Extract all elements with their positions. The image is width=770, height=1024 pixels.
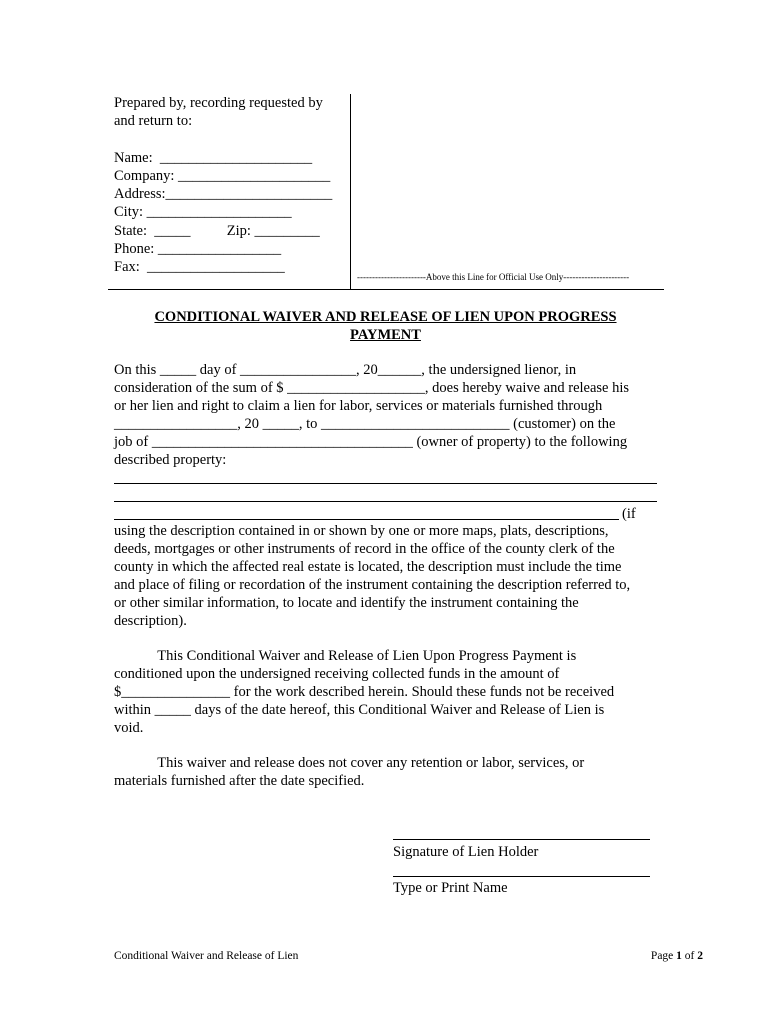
page-total: 2 — [697, 950, 703, 962]
paragraph-line: $_______________ for the work described herein. Should these funds not be received — [114, 684, 615, 700]
spacer — [114, 131, 346, 149]
paragraph-line: county in which the affected real estate is located, the description must include the time — [114, 559, 622, 575]
company-field: Company: _____________________ — [114, 167, 331, 184]
paragraph-line: or her lien and right to claim a lien for labor, services or materials furnished through — [114, 398, 603, 414]
description-note-paragraph — [114, 522, 674, 630]
paragraph-line: This Conditional Waiver and Release of Lien Upon Progress Payment is — [114, 648, 577, 664]
paragraph-line: consideration of the sum of $ ___________________, does hereby waive and release his — [114, 380, 630, 396]
title-line-1: CONDITIONAL WAIVER AND RELEASE OF LIEN UPON PROGRESS — [154, 309, 617, 325]
fax-field: Fax: ___________________ — [114, 259, 285, 276]
title-line-2: PAYMENT — [350, 327, 421, 343]
paragraph-line: description). — [114, 613, 187, 629]
property-description-line-1 — [114, 483, 657, 484]
property-description-line-2 — [114, 501, 657, 502]
print-name-label: Type or Print Name — [393, 880, 508, 896]
phone-field: Phone: _________________ — [114, 241, 282, 258]
paragraph-line: within _____ days of the date hereof, this Conditional Waiver and Release of Lien is — [114, 702, 605, 718]
paragraph-line: or other similar information, to locate and identify the instrument containing the — [114, 595, 579, 611]
paragraph-line: void. — [114, 720, 144, 736]
signature-label: Signature of Lien Holder — [393, 844, 539, 860]
page-current: 1 — [676, 950, 682, 962]
state-zip-field: State: _____ Zip: _________ — [114, 222, 320, 239]
address-field: Address:_______________________ — [114, 186, 333, 203]
condition-paragraph — [114, 647, 674, 737]
signature-line — [393, 839, 650, 840]
waiver-paragraph — [114, 361, 674, 469]
name-field: Name: _____________________ — [114, 149, 313, 166]
prepared-by-line-2: and return to: — [114, 113, 193, 130]
paragraph-line: described property: — [114, 452, 227, 468]
paragraph-line: using the description contained in or shown by one or more maps, plats, descriptions, — [114, 523, 609, 539]
paragraph-line: On this _____ day of ________________, 20______, the undersigned lienor, in — [114, 362, 577, 378]
paragraph-line: job of ____________________________________ (owner of property) to the following — [114, 434, 628, 450]
property-description-line-3 — [114, 519, 619, 520]
paragraph-line: conditioned upon the undersigned receiving collected funds in the amount of — [114, 666, 560, 682]
document-title — [114, 308, 657, 344]
city-field: City: ____________________ — [114, 204, 292, 221]
paragraph-line: This waiver and release does not cover any retention or labor, services, or — [114, 755, 585, 771]
page-prefix: Page — [650, 950, 677, 962]
page-mid: of — [681, 950, 698, 962]
prepared-by-line-1: Prepared by, recording requested by — [114, 95, 323, 111]
footer-page-number — [651, 949, 703, 963]
retention-paragraph — [114, 754, 674, 790]
return-address-block — [114, 94, 346, 277]
print-name-line — [393, 876, 650, 877]
official-use-notice: -----------------------Above this Line for Official Use Only---------------------- — [357, 272, 630, 282]
paragraph-line: _________________, 20 _____, to __________________________ (customer) on the — [114, 416, 616, 432]
header-vertical-divider — [350, 94, 351, 290]
footer-document-name: Conditional Waiver and Release of Lien — [114, 950, 299, 962]
header-horizontal-divider — [108, 289, 664, 290]
property-tail: (if — [622, 506, 636, 522]
paragraph-line: materials furnished after the date specified. — [114, 773, 365, 789]
paragraph-line: deeds, mortgages or other instruments of record in the office of the county clerk of the — [114, 541, 615, 557]
paragraph-line: and place of filing or recordation of the instrument containing the description referred to, — [114, 577, 631, 593]
